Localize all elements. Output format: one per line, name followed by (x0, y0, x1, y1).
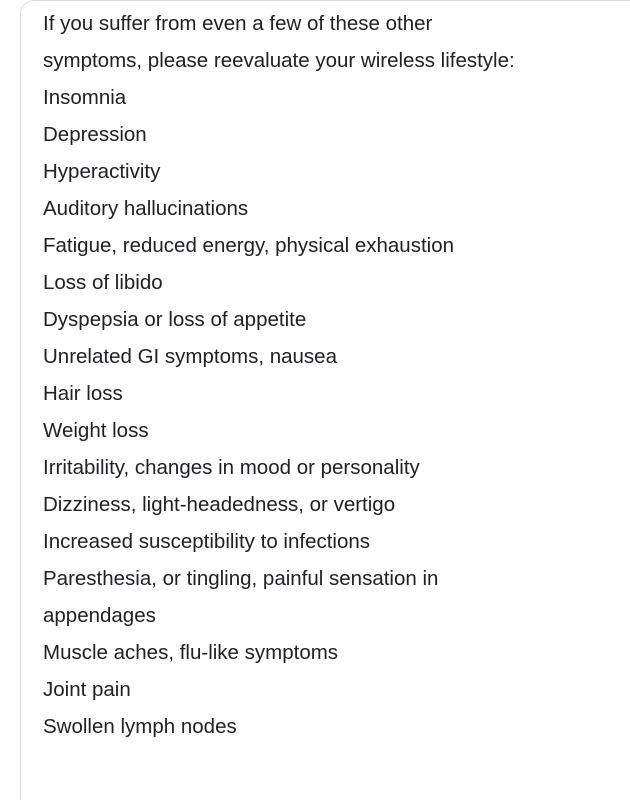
symptom-item: Hair loss (43, 382, 123, 405)
symptom-item: appendages (43, 604, 156, 627)
symptom-item: Irritability, changes in mood or personality (43, 456, 420, 479)
symptom-item: Dyspepsia or loss of appetite (43, 308, 307, 331)
symptom-item: Muscle aches, flu-like symptoms (43, 641, 339, 664)
symptom-item: Auditory hallucinations (43, 197, 249, 220)
intro-line: symptoms, please reevaluate your wireless lifestyle: (43, 49, 515, 72)
symptom-item: Fatigue, reduced energy, physical exhaustion (43, 234, 455, 257)
symptom-item: Loss of libido (43, 271, 163, 294)
symptom-item: Joint pain (43, 678, 131, 701)
symptoms-text-block (43, 5, 618, 745)
symptom-item: Increased susceptibility to infections (43, 530, 371, 553)
symptom-item: Hyperactivity (43, 160, 161, 183)
symptom-item: Unrelated GI symptoms, nausea (43, 345, 337, 368)
symptom-item: Swollen lymph nodes (43, 715, 237, 738)
symptom-item: Dizziness, light-headedness, or vertigo (43, 493, 396, 516)
intro-line: If you suffer from even a few of these other (43, 12, 433, 35)
symptom-item: Depression (43, 123, 147, 146)
symptom-item: Insomnia (43, 86, 127, 109)
symptom-item: Paresthesia, or tingling, painful sensation in (43, 567, 439, 590)
symptom-item: Weight loss (43, 419, 149, 442)
